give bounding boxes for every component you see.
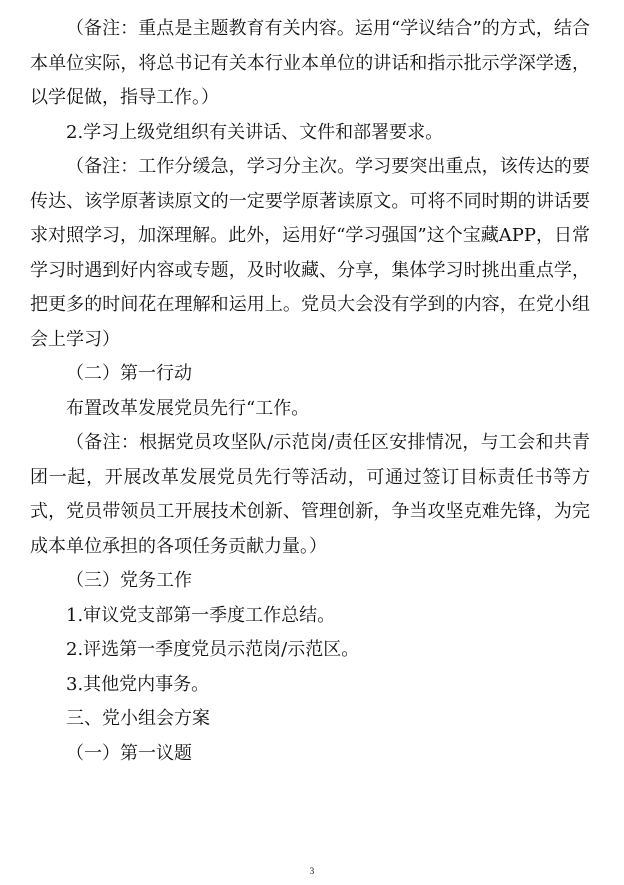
- list-item-2: 2.评选第一季度党员示范岗/示范区。: [66, 639, 360, 660]
- paragraph-note-theme-education: （备注：重点是主题教育有关内容。运用“学议结合”的方式，结合本单位实际，将总书记有关本行业本单位的讲话和指示批示学深学透，以学促做，指导工作。）: [30, 18, 590, 108]
- list-item-3: 3.其他党内事务。: [66, 673, 210, 695]
- page-number: 3: [309, 866, 315, 876]
- paragraph-note-party-members: （备注：根据党员攻坚队/示范岗/责任区安排情况，与工会和共青团一起，开展改革发展党员先行等活动，可通过签订目标责任书等方式，党员带领员工开展技术创新、管理创新，争当攻坚克难先锋，为完成本单位承担的各项任务贡献力量。）: [30, 432, 590, 557]
- paragraph-note-study-priorities: （备注：工作分缓急，学习分主次。学习要突出重点，该传达的要传达、该学原著读原文的一定要学原著读原文。可将不同时期的讲话要求对照学习，加深理解。此外，运用好“学习强国”这个宝藏APP，日常学习时遇到好内容或专题，及时收藏、分享，集体学习时挑出重点学，把更多的时间花在理解和运用上。党员大会没有学到的内容，在党小组会上学习）: [30, 156, 590, 350]
- document-body: [30, 12, 590, 771]
- paragraph-item-2-study: 2.学习上级党组织有关讲话、文件和部署要求。: [66, 121, 444, 143]
- list-item-1: 1.审议党支部第一季度工作总结。: [66, 604, 336, 626]
- paragraph-reform-arrangement: 布置改革发展党员先行“工作。: [66, 397, 310, 419]
- section-heading-group-meeting: 三、党小组会方案: [66, 708, 210, 729]
- heading-first-action: （二）第一行动: [66, 363, 192, 384]
- heading-party-affairs: （三）党务工作: [66, 570, 192, 591]
- heading-first-topic: （一）第一议题: [66, 742, 192, 764]
